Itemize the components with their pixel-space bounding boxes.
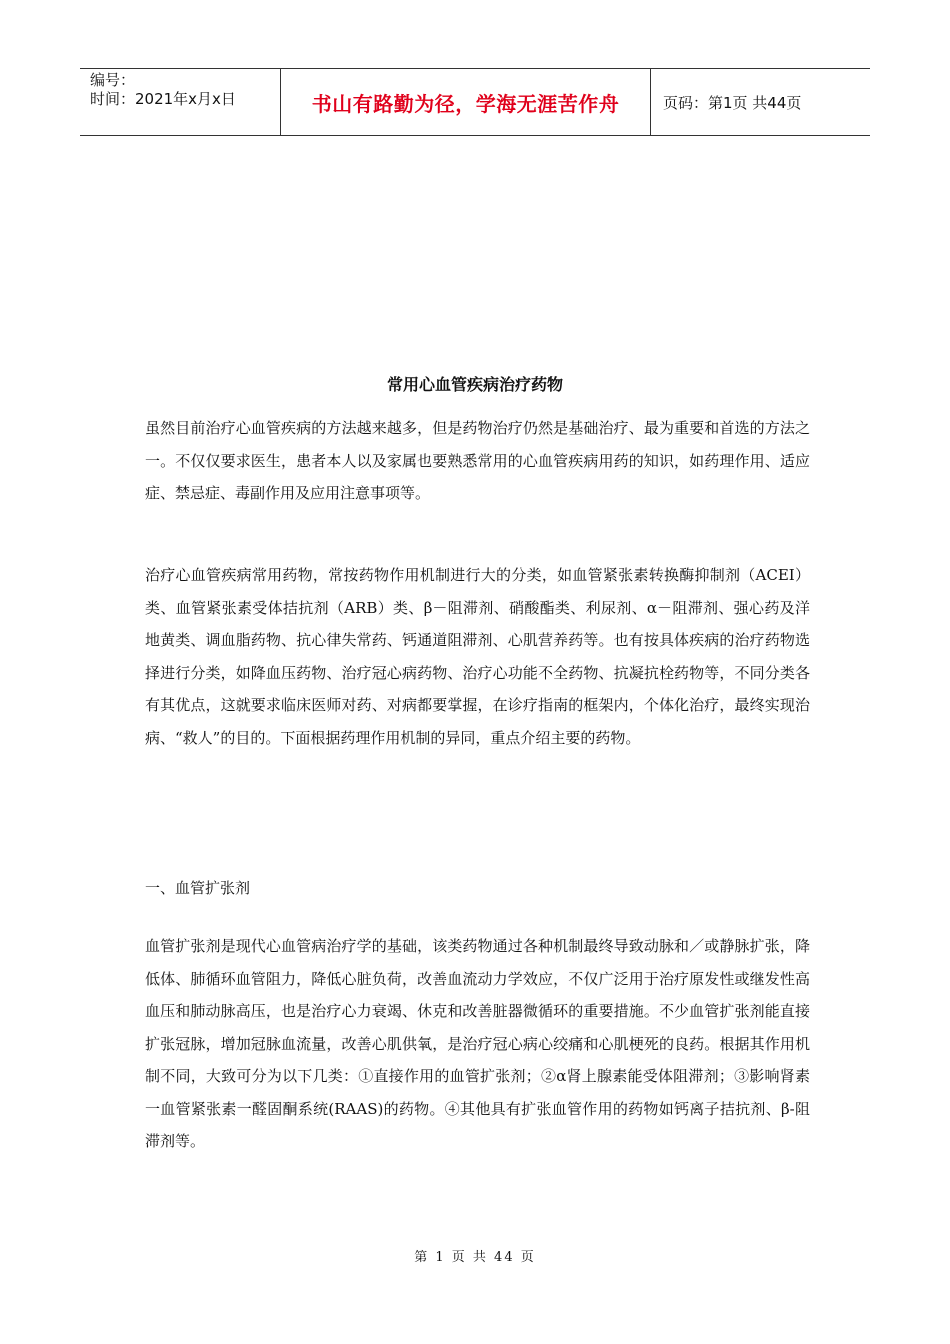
document-number-label: 编号：	[90, 71, 136, 89]
header-table	[80, 68, 870, 136]
header-page-info: 页码：第1页 共44页	[663, 93, 802, 112]
paragraph-vasodilators: 血管扩张剂是现代心血管病治疗学的基础，该类药物通过各种机制最终导致动脉和／或静脉扩张，降低体、肺循环血管阻力，降低心脏负荷，改善血流动力学效应，不仅广泛用于治疗原发性或继发性高血压和肺动脉高压，也是治疗心力衰竭、休克和改善脏器微循环的重要措施。不少血管扩张剂能直接扩张冠脉，增加冠脉血流量，改善心肌供氧，是治疗冠心病心绞痛和心肌梗死的良药。根据其作用机制不同，大致可分为以下几类：①直接作用的血管扩张剂；②α肾上腺素能受体阻滞剂；③影响肾素一血管紧张素一醛固酮系统(RAAS)的药物。④其他具有扩张血管作用的药物如钙离子拮抗剂、β-阻滞剂等。	[145, 937, 810, 1150]
paragraph-intro: 虽然目前治疗心血管疾病的方法越来越多，但是药物治疗仍然是基础治疗、最为重要和首选的方法之一。不仅仅要求医生，患者本人以及家属也要熟悉常用的心血管疾病用药的知识，如药理作用、适应症、禁忌症、毒副作用及应用注意事项等。	[145, 419, 810, 502]
section-heading-vasodilators: 一、血管扩张剂	[145, 879, 251, 897]
header-meta	[80, 69, 281, 135]
header-motto: 书山有路勤为径，学海无涯苦作舟	[281, 69, 651, 135]
document-title: 常用心血管疾病治疗药物	[386, 375, 563, 394]
page-footer: 第 1 页 共 44 页	[414, 1250, 536, 1265]
paragraph-classification: 治疗心血管疾病常用药物，常按药物作用机制进行大的分类，如血管紧张素转换酶抑制剂（ACEI）类、血管紧张素受体拮抗剂（ARB）类、β－阻滞剂、硝酸酯类、利尿剂、α－阻滞剂、强心药及洋地黄类、调血脂药物、抗心律失常药、钙通道阻滞剂、心肌营养药等。也有按具体疾病的治疗药物选择进行分类，如降血压药物、治疗冠心病药物、治疗心功能不全药物、抗凝抗栓药物等，不同分类各有其优点，这就要求临床医师对药、对病都要掌握，在诊疗指南的框架内，个体化治疗，最终实现治病、“救人”的目的。下面根据药理作用机制的异同，重点介绍主要的药物。	[145, 566, 810, 747]
document-date: 时间：2021年x月x日	[90, 90, 236, 108]
